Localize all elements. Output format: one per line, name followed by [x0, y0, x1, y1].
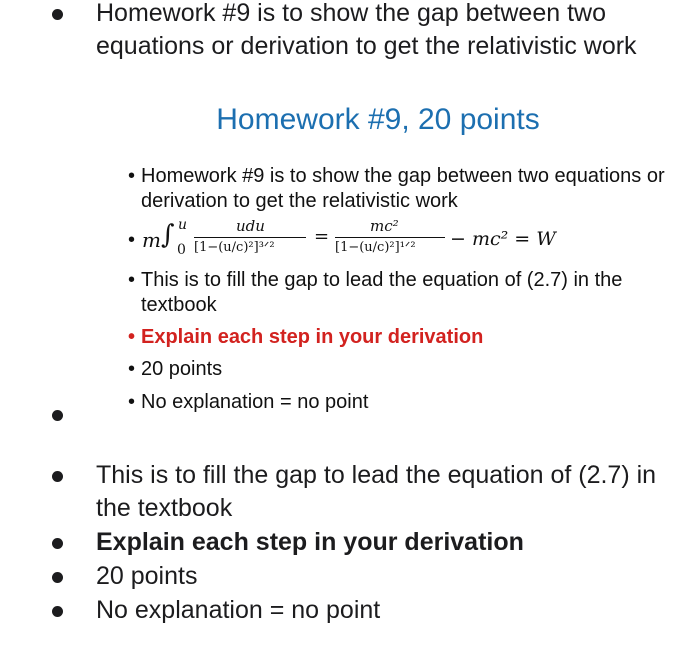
bullet-dot-icon	[52, 606, 63, 617]
outer-bullet-3-text: Explain each step in your derivation	[96, 528, 524, 556]
bullet-dot-icon: •	[128, 391, 136, 413]
eq-upper-limit: u	[178, 217, 188, 233]
bullet-dot-icon: •	[128, 165, 136, 187]
eq-fraction-bar-1	[194, 237, 306, 238]
bullet-dot-icon: •	[128, 269, 136, 291]
outer-bullet-1-text: Homework #9 is to show the gap between two equations or derivation to get the relativistic work	[96, 0, 637, 60]
eq-mass: m	[142, 228, 161, 252]
outer-bullet-5-text: No explanation = no point	[96, 596, 381, 624]
eq-denominator-2: [1−(u/c)²]¹ᐟ²	[335, 240, 416, 255]
bullet-dot-icon: •	[128, 326, 136, 348]
eq-tail: − mc² = W	[450, 228, 556, 250]
eq-numerator-1: udu	[236, 217, 265, 235]
bullet-dot-icon: •	[128, 229, 136, 251]
eq-fraction-bar-2	[335, 237, 445, 238]
eq-lower-limit: 0	[177, 242, 186, 258]
relativistic-work-equation	[128, 215, 668, 263]
eq-numerator-2: mc²	[370, 217, 399, 235]
eq-denominator-1: [1−(u/c)²]³ᐟ²	[194, 240, 275, 255]
slide-bullet-6-text: No explanation = no point	[141, 391, 369, 413]
outer-bullet-4-text: 20 points	[96, 562, 198, 590]
bullet-dot-icon: •	[128, 358, 136, 380]
slide-bullet-5-text: 20 points	[141, 358, 223, 380]
bullet-dot-icon	[52, 410, 63, 421]
slide-bullet-4-text: Explain each step in your derivation	[141, 326, 484, 348]
bullet-dot-icon	[52, 572, 63, 583]
slide-bullet-3-text: This is to fill the gap to lead the equation of (2.7) in the textbook	[141, 269, 623, 316]
bullet-dot-icon	[52, 9, 63, 20]
slide-bullet-1-text: Homework #9 is to show the gap between two equations or derivation to get the relativistic work	[141, 165, 665, 212]
eq-equals: =	[314, 226, 330, 247]
eq-integral-sign: ∫	[161, 220, 175, 250]
outer-bullet-2-text: This is to fill the gap to lead the equation of (2.7) in the textbook	[96, 461, 657, 522]
slide-title: Homework #9, 20 points	[216, 103, 540, 136]
bullet-dot-icon	[52, 471, 63, 482]
bullet-dot-icon	[52, 538, 63, 549]
